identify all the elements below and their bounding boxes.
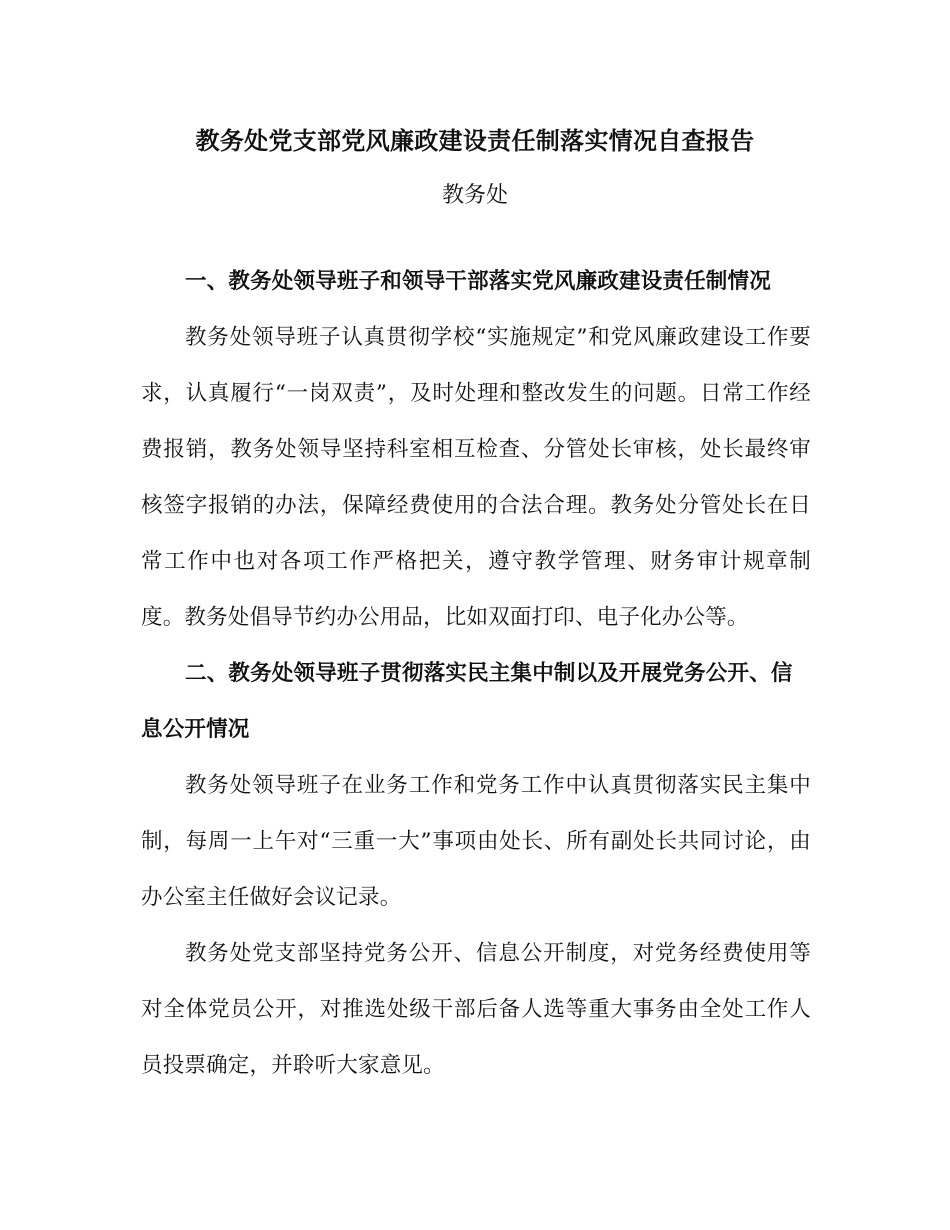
section-heading-1: 一、教务处领导班子和领导干部落实党风廉政建设责任制情况 — [185, 269, 771, 294]
section-heading-2: 二、教务处领导班子贯彻落实民主集中制以及开展党务公开、信息公开情况 — [141, 661, 793, 742]
document-subtitle: 教务处 — [441, 183, 508, 208]
document-body — [141, 254, 811, 1094]
section-1-paragraph-1: 教务处领导班子认真贯彻学校“实施规定”和党风廉政建设工作要求，认真履行“一岗双责”，及时处理和整改发生的问题。日常工作经费报销，教务处领导坚持科室相互检查、分管处长审核，处长最终审核签字报销的办法，保障经费使用的合法合理。教务处分管处长在日常工作中也对各项工作严格把关，遵守教学管理、财务审计规章制度。教务处倡导节约办公用品，比如双面打印、电子化办公等。 — [141, 325, 811, 630]
document-title: 教务处党支部党风廉政建设责任制落实情况自查报告 — [195, 126, 755, 155]
section-2-paragraph-2: 教务处党支部坚持党务公开、信息公开制度，对党务经费使用等对全体党员公开，对推选处级干部后备人选等重大事务由全处工作人员投票确定，并聆听大家意见。 — [141, 941, 811, 1078]
section-2-paragraph-1: 教务处领导班子在业务工作和党务工作中认真贯彻落实民主集中制，每周一上午对“三重一大”事项由处长、所有副处长共同讨论，由办公室主任做好会议记录。 — [141, 773, 811, 910]
